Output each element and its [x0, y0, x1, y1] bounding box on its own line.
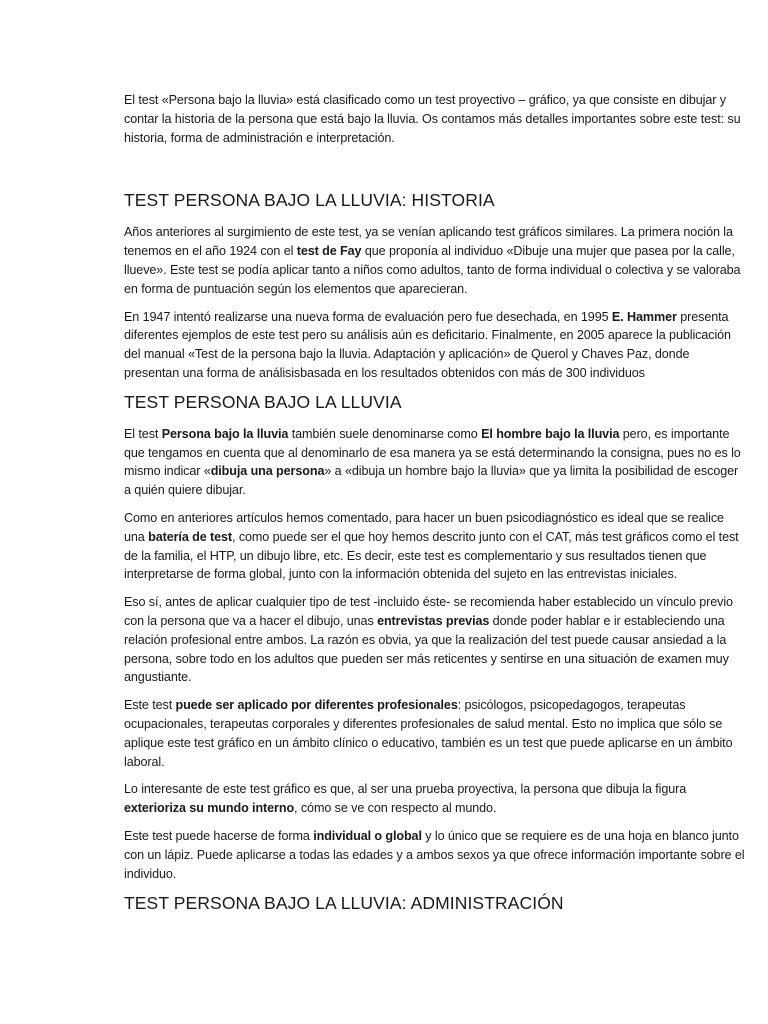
text-run: Este test [124, 698, 176, 713]
text-run: presenta diferentes ejemplos de este test pero su análisis aún es deficitario. Finalmente, en 2005 aparece la publicación del manual «Test de la persona bajo la lluvia. Adaptación y aplicación» de Querol y Chaves Paz, donde presentan una forma de análisisbasada en los resultados obtenidos con más de 300 individuos [124, 309, 731, 380]
heading-historia: TEST PERSONA BAJO LA LLUVIA: HISTORIA [124, 190, 495, 211]
test-paragraph-5 [124, 780, 746, 818]
text-run: que proponía al individuo «Dibuje una mujer que pasea por la calle, llueve». Este test se podía aplicar tanto a niños como adultos, tanto de forma individual o colectiva y se valoraba en forma de puntuación según los elementos que aparecieran. [124, 244, 741, 296]
bold-text: entrevistas previas [377, 613, 490, 628]
heading-administracion: TEST PERSONA BAJO LA LLUVIA: ADMINISTRACIÓN [124, 893, 564, 914]
text-run: Años anteriores al surgimiento de este test, ya se venían aplicando test gráficos similares. La primera noción la tenemos en el año 1924 con el [124, 225, 733, 259]
text-run: , como puede ser el que hoy hemos descrito junto con el CAT, más test gráficos como el test de la familia, el HTP, un dibujo libre, etc. Es decir, este test es complementario y sus resultados tienen que interpretarse de forma global, junto con la información obtenida del sujeto en las entrevistas iniciales. [124, 529, 739, 582]
test-paragraph-1 [124, 425, 746, 500]
test-paragraph-3 [124, 593, 746, 687]
bold-text: dibuja una persona [210, 464, 325, 479]
historia-paragraph-1 [124, 223, 746, 298]
text-run: Este test puede hacerse de forma [124, 828, 314, 843]
test-paragraph-2 [124, 509, 746, 584]
text-run: En 1947 intentó realizarse una nueva forma de evaluación pero fue desechada, en 1995 [124, 309, 612, 324]
bold-text: individual o global [313, 828, 422, 843]
text-run: también suele denominarse como [288, 426, 482, 441]
text-run: donde poder hablar e ir estableciendo una relación profesional entre ambos. La razón es obvia, ya que la realización del test puede causar ansiedad a la persona, sobre todo en los adultos que pueden ser más reticentes y sentirse en una situación de examen muy angustiante. [124, 613, 729, 685]
bold-text: El hombre bajo la lluvia [481, 426, 620, 441]
text-run: pero, es importante que tengamos en cuenta que al denominarlo de esa manera ya se está determinando la consigna, pues no es lo mismo indicar « [124, 426, 741, 479]
text-run: Eso sí, antes de aplicar cualquier tipo de test -incluido éste- se recomienda haber establecido un vínculo previo con la persona que va a hacer el dibujo, unas [124, 595, 733, 628]
test-paragraph-4 [124, 696, 746, 771]
bold-text: batería de test [148, 529, 233, 544]
bold-text: exterioriza su mundo interno [124, 801, 295, 816]
text-run: Lo interesante de este test gráfico es que, al ser una prueba proyectiva, la persona que dibuja la figura [124, 782, 687, 797]
heading-test: TEST PERSONA BAJO LA LLUVIA [124, 391, 402, 412]
document-page [124, 91, 746, 914]
text-run: » a «dibuja un hombre bajo la lluvia» que ya limita la posibilidad de escoger a quién quiere dibujar. [124, 464, 739, 498]
bold-text: E. Hammer [611, 309, 677, 324]
historia-paragraph-2 [124, 308, 746, 383]
text-run: : psicólogos, psicopedagogos, terapeutas ocupacionales, terapeutas corporales y diferentes profesionales de salud mental. Esto no implica que sólo se aplique este test gráfico en un ámbito clínico o educativo, también es un test que puede aplicarse en un ámbito laboral. [124, 698, 733, 769]
text-run: Como en anteriores artículos hemos comentado, para hacer un buen psicodiagnóstico es ideal que se realice una [124, 510, 724, 544]
bold-text: test de Fay [296, 244, 362, 259]
intro-paragraph: El test «Persona bajo la lluvia» está clasificado como un test proyectivo – gráfico, ya que consiste en dibujar y contar la historia de la persona que está bajo la lluvia. Os contamos más detalles importantes sobre este test: su historia, forma de administración e interpretación. [124, 93, 741, 145]
text-run: y lo único que se requiere es de una hoja en blanco junto con un lápiz. Puede aplicarse a todas las edades y a ambos sexos ya que ofrece información importante sobre el individuo. [124, 828, 745, 881]
bold-text: Persona bajo la lluvia [161, 426, 289, 441]
test-paragraph-6 [124, 827, 746, 883]
bold-text: puede ser aplicado por diferentes profesionales [175, 698, 458, 713]
text-run: El test [124, 426, 162, 441]
text-run: , cómo se ve con respecto al mundo. [294, 801, 497, 816]
